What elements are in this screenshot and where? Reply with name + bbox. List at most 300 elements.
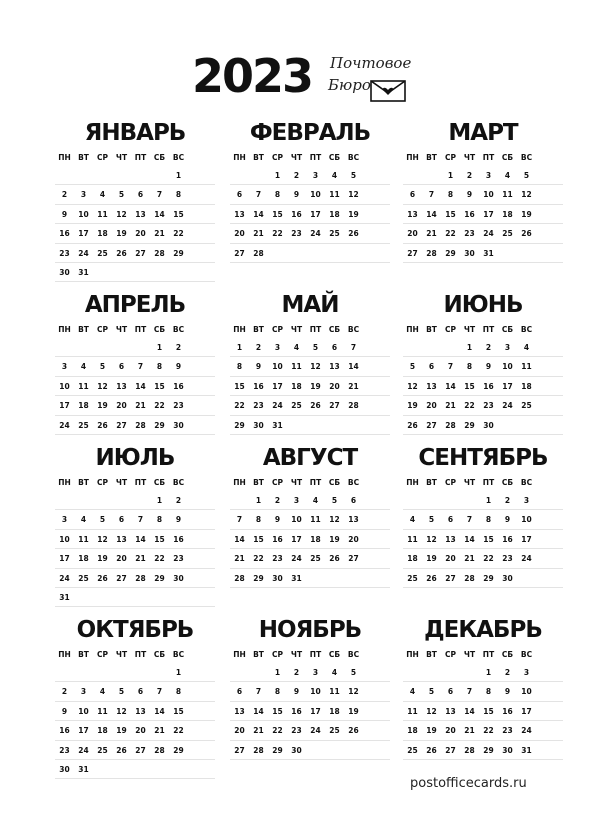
week-row bbox=[230, 682, 390, 701]
day-cell: 4 bbox=[99, 687, 106, 697]
weekday-label: ПН bbox=[406, 650, 419, 659]
month-name: ОКТЯБРЬ bbox=[76, 617, 194, 643]
day-cell: 26 bbox=[426, 745, 437, 755]
day-cell: 4 bbox=[293, 343, 300, 352]
day-cell: 20 bbox=[234, 726, 245, 736]
day-cell bbox=[498, 416, 517, 434]
day-cell: 14 bbox=[135, 381, 146, 391]
weekday-label: СБ bbox=[153, 478, 166, 487]
day-cell: 1 bbox=[274, 171, 281, 180]
day-cell: 2 bbox=[61, 190, 68, 200]
day-cell: 6 bbox=[137, 687, 144, 697]
week-row bbox=[403, 416, 563, 435]
day-cell: 31 bbox=[291, 573, 302, 583]
week-row bbox=[55, 549, 215, 568]
day-cell: 14 bbox=[426, 209, 437, 219]
weekday-label: СБ bbox=[328, 325, 341, 334]
weekday-label: СР bbox=[96, 478, 108, 487]
day-cell: 4 bbox=[80, 362, 87, 372]
day-cell: 12 bbox=[97, 534, 108, 544]
weekday-label: ВС bbox=[172, 650, 185, 659]
weekday-label: ВТ bbox=[78, 478, 89, 487]
week-row bbox=[55, 185, 215, 204]
day-cell: 31 bbox=[78, 764, 89, 774]
day-cell: 24 bbox=[272, 401, 283, 411]
day-cell: 15 bbox=[154, 381, 165, 391]
weekday-label: ПН bbox=[233, 153, 246, 162]
week-row bbox=[230, 396, 390, 415]
weekday-header bbox=[55, 150, 215, 166]
day-cell bbox=[306, 244, 325, 262]
weekday-header bbox=[403, 150, 563, 166]
day-cell: 19 bbox=[426, 726, 437, 736]
day-cell: 20 bbox=[329, 381, 340, 391]
weekday-label: ВТ bbox=[253, 325, 264, 334]
weekday-label: ПТ bbox=[309, 325, 322, 334]
day-cell: 3 bbox=[312, 171, 319, 180]
day-cell: 19 bbox=[329, 534, 340, 544]
day-cell: 7 bbox=[137, 515, 144, 525]
day-cell: 6 bbox=[447, 515, 454, 525]
day-cell: 28 bbox=[135, 573, 146, 583]
day-cell bbox=[344, 416, 363, 434]
day-cell: 6 bbox=[236, 687, 243, 697]
day-cell: 8 bbox=[175, 687, 182, 697]
day-cell: 30 bbox=[483, 420, 494, 430]
week-row bbox=[230, 357, 390, 376]
day-cell: 19 bbox=[116, 726, 127, 736]
day-cell bbox=[112, 760, 131, 778]
day-cell: 10 bbox=[502, 362, 513, 372]
day-cell: 23 bbox=[291, 726, 302, 736]
day-cell: 16 bbox=[483, 381, 494, 391]
day-cell: 17 bbox=[59, 401, 70, 411]
day-cell: 16 bbox=[253, 381, 264, 391]
day-cell: 22 bbox=[272, 726, 283, 736]
day-cell: 14 bbox=[464, 534, 475, 544]
month-name: АПРЕЛЬ bbox=[84, 292, 186, 318]
week-row bbox=[230, 244, 390, 263]
day-cell: 23 bbox=[59, 248, 70, 258]
day-cell: 27 bbox=[135, 248, 146, 258]
weekday-label: ЧТ bbox=[115, 325, 128, 334]
day-cell: 4 bbox=[409, 687, 416, 697]
day-cell bbox=[441, 338, 460, 356]
brand-line2: Бюро bbox=[328, 76, 371, 94]
day-cell: 4 bbox=[504, 171, 511, 180]
day-cell: 11 bbox=[97, 209, 108, 219]
week-row bbox=[403, 338, 563, 357]
day-cell: 24 bbox=[78, 745, 89, 755]
weekday-header bbox=[55, 475, 215, 491]
day-cell: 22 bbox=[173, 229, 184, 239]
weekday-label: ПН bbox=[406, 478, 419, 487]
week-row bbox=[55, 530, 215, 549]
day-cell bbox=[422, 663, 441, 681]
day-cell: 25 bbox=[329, 726, 340, 736]
day-cell: 24 bbox=[483, 229, 494, 239]
brand-line1: Почтовое bbox=[330, 54, 412, 72]
day-cell: 26 bbox=[310, 401, 321, 411]
day-cell: 27 bbox=[116, 420, 127, 430]
week-row bbox=[230, 721, 390, 740]
week-row bbox=[55, 244, 215, 263]
day-cell bbox=[112, 166, 131, 184]
day-cell: 8 bbox=[274, 190, 281, 200]
day-cell: 26 bbox=[116, 745, 127, 755]
day-cell: 19 bbox=[348, 706, 359, 716]
day-cell: 3 bbox=[523, 668, 530, 677]
day-cell: 23 bbox=[483, 401, 494, 411]
day-cell: 1 bbox=[156, 496, 163, 505]
weekday-label: СР bbox=[271, 325, 283, 334]
weekday-label: ВС bbox=[172, 478, 185, 487]
day-cell: 7 bbox=[428, 190, 435, 200]
day-cell: 16 bbox=[272, 534, 283, 544]
day-cell bbox=[344, 741, 363, 759]
day-cell: 11 bbox=[97, 706, 108, 716]
day-cell: 9 bbox=[175, 362, 182, 372]
weekday-header bbox=[230, 150, 390, 166]
day-cell: 26 bbox=[426, 573, 437, 583]
day-cell: 28 bbox=[253, 745, 264, 755]
day-cell: 19 bbox=[97, 401, 108, 411]
day-cell: 13 bbox=[445, 534, 456, 544]
day-cell: 18 bbox=[329, 209, 340, 219]
day-cell: 25 bbox=[407, 573, 418, 583]
day-cell: 15 bbox=[253, 534, 264, 544]
day-cell: 20 bbox=[234, 229, 245, 239]
day-cell: 1 bbox=[255, 496, 262, 505]
day-cell: 13 bbox=[426, 381, 437, 391]
day-cell bbox=[422, 166, 441, 184]
day-cell: 21 bbox=[154, 229, 165, 239]
weekday-label: ПТ bbox=[482, 650, 495, 659]
day-cell: 21 bbox=[464, 554, 475, 564]
weekday-label: ПН bbox=[58, 478, 71, 487]
weekday-label: СР bbox=[271, 650, 283, 659]
day-cell: 18 bbox=[78, 401, 89, 411]
day-cell: 7 bbox=[255, 190, 262, 200]
day-cell: 28 bbox=[154, 248, 165, 258]
month-name: ФЕВРАЛЬ bbox=[249, 120, 371, 146]
day-cell bbox=[74, 166, 93, 184]
day-cell: 11 bbox=[78, 381, 89, 391]
day-cell: 31 bbox=[78, 267, 89, 277]
day-cell: 20 bbox=[445, 726, 456, 736]
day-cell: 2 bbox=[175, 343, 182, 352]
day-cell: 16 bbox=[464, 209, 475, 219]
weekday-label: ЧТ bbox=[290, 650, 303, 659]
day-cell bbox=[74, 588, 93, 606]
day-cell: 27 bbox=[135, 745, 146, 755]
day-cell: 29 bbox=[483, 573, 494, 583]
day-cell: 21 bbox=[135, 554, 146, 564]
day-cell: 10 bbox=[310, 190, 321, 200]
day-cell: 24 bbox=[521, 726, 532, 736]
day-cell: 9 bbox=[293, 687, 300, 697]
day-cell: 31 bbox=[483, 248, 494, 258]
envelope-icon bbox=[370, 80, 406, 102]
day-cell: 2 bbox=[504, 496, 511, 505]
day-cell: 8 bbox=[447, 190, 454, 200]
day-cell: 27 bbox=[407, 248, 418, 258]
month-block bbox=[230, 290, 390, 435]
day-cell: 14 bbox=[445, 381, 456, 391]
weekday-label: ЧТ bbox=[463, 325, 476, 334]
week-row bbox=[55, 510, 215, 529]
weekday-label: ПН bbox=[58, 650, 71, 659]
weekday-label: ВТ bbox=[78, 650, 89, 659]
month-block bbox=[230, 443, 390, 588]
day-cell: 14 bbox=[348, 362, 359, 372]
weekday-label: СР bbox=[96, 650, 108, 659]
day-cell: 26 bbox=[348, 726, 359, 736]
weekday-label: ПН bbox=[58, 325, 71, 334]
day-cell: 1 bbox=[175, 171, 182, 180]
day-cell: 6 bbox=[118, 362, 125, 372]
week-row bbox=[403, 166, 563, 185]
day-cell: 9 bbox=[255, 362, 262, 372]
day-cell: 30 bbox=[173, 420, 184, 430]
weekday-label: ЧТ bbox=[115, 153, 128, 162]
weekday-label: ВТ bbox=[426, 478, 437, 487]
day-cell: 15 bbox=[154, 534, 165, 544]
day-cell: 2 bbox=[293, 668, 300, 677]
weekday-label: СБ bbox=[153, 650, 166, 659]
day-cell: 22 bbox=[234, 401, 245, 411]
day-cell: 26 bbox=[97, 420, 108, 430]
day-cell bbox=[93, 663, 112, 681]
day-cell: 13 bbox=[407, 209, 418, 219]
day-cell bbox=[403, 166, 422, 184]
weekday-label: ВС bbox=[347, 153, 360, 162]
day-cell: 22 bbox=[154, 554, 165, 564]
weekday-label: ПТ bbox=[482, 478, 495, 487]
weekday-label: ПТ bbox=[134, 478, 147, 487]
day-cell: 8 bbox=[485, 515, 492, 525]
day-cell: 12 bbox=[348, 687, 359, 697]
weekday-header bbox=[403, 322, 563, 338]
day-cell: 17 bbox=[310, 209, 321, 219]
day-cell: 22 bbox=[253, 554, 264, 564]
week-row bbox=[55, 205, 215, 224]
day-cell: 20 bbox=[426, 401, 437, 411]
day-cell bbox=[93, 491, 112, 509]
day-cell: 28 bbox=[135, 420, 146, 430]
day-cell: 21 bbox=[135, 401, 146, 411]
day-cell bbox=[325, 416, 344, 434]
weekday-label: СР bbox=[271, 478, 283, 487]
day-cell: 1 bbox=[236, 343, 243, 352]
weekday-header bbox=[403, 647, 563, 663]
day-cell: 13 bbox=[116, 534, 127, 544]
day-cell: 17 bbox=[59, 554, 70, 564]
day-cell bbox=[112, 338, 131, 356]
day-cell: 6 bbox=[350, 496, 357, 505]
day-cell bbox=[517, 569, 536, 587]
day-cell: 23 bbox=[173, 554, 184, 564]
day-cell: 18 bbox=[407, 554, 418, 564]
day-cell: 16 bbox=[59, 726, 70, 736]
weekday-label: ВС bbox=[347, 650, 360, 659]
day-cell: 13 bbox=[116, 381, 127, 391]
week-row bbox=[230, 491, 390, 510]
day-cell: 18 bbox=[310, 534, 321, 544]
weekday-label: ПН bbox=[233, 478, 246, 487]
day-cell: 18 bbox=[78, 554, 89, 564]
day-cell: 4 bbox=[99, 190, 106, 200]
day-cell: 10 bbox=[272, 362, 283, 372]
day-cell: 17 bbox=[521, 534, 532, 544]
weekday-label: ПТ bbox=[134, 325, 147, 334]
week-row bbox=[55, 357, 215, 376]
day-cell bbox=[131, 588, 150, 606]
day-cell: 22 bbox=[272, 229, 283, 239]
day-cell: 14 bbox=[135, 534, 146, 544]
day-cell: 5 bbox=[331, 496, 338, 505]
month-block bbox=[230, 118, 390, 263]
day-cell: 12 bbox=[426, 534, 437, 544]
week-row bbox=[230, 166, 390, 185]
weekday-label: ВТ bbox=[426, 153, 437, 162]
weekday-label: СР bbox=[444, 325, 456, 334]
day-cell: 16 bbox=[59, 229, 70, 239]
day-cell: 16 bbox=[291, 706, 302, 716]
day-cell: 14 bbox=[253, 706, 264, 716]
week-row bbox=[403, 377, 563, 396]
day-cell: 29 bbox=[173, 745, 184, 755]
day-cell: 26 bbox=[116, 248, 127, 258]
day-cell: 26 bbox=[97, 573, 108, 583]
day-cell: 20 bbox=[116, 401, 127, 411]
day-cell: 1 bbox=[274, 668, 281, 677]
week-row bbox=[403, 491, 563, 510]
day-cell: 22 bbox=[483, 726, 494, 736]
day-cell: 22 bbox=[445, 229, 456, 239]
week-row bbox=[55, 721, 215, 740]
day-cell: 19 bbox=[310, 381, 321, 391]
day-cell bbox=[249, 663, 268, 681]
day-cell: 7 bbox=[156, 687, 163, 697]
month-name: МАРТ bbox=[448, 120, 518, 146]
day-cell: 19 bbox=[116, 229, 127, 239]
week-row bbox=[55, 663, 215, 682]
day-cell: 6 bbox=[118, 515, 125, 525]
weekday-label: ВС bbox=[520, 650, 533, 659]
day-cell: 17 bbox=[310, 706, 321, 716]
day-cell: 5 bbox=[350, 668, 357, 677]
day-cell bbox=[93, 760, 112, 778]
day-cell: 30 bbox=[502, 573, 513, 583]
day-cell bbox=[517, 244, 536, 262]
day-cell: 27 bbox=[234, 248, 245, 258]
day-cell: 2 bbox=[485, 343, 492, 352]
weekday-header bbox=[55, 322, 215, 338]
week-row bbox=[230, 663, 390, 682]
day-cell: 5 bbox=[99, 362, 106, 372]
day-cell: 29 bbox=[173, 248, 184, 258]
day-cell: 17 bbox=[272, 381, 283, 391]
day-cell: 5 bbox=[409, 362, 416, 372]
day-cell: 9 bbox=[274, 515, 281, 525]
day-cell bbox=[93, 263, 112, 281]
day-cell: 13 bbox=[234, 706, 245, 716]
day-cell: 13 bbox=[329, 362, 340, 372]
day-cell bbox=[131, 263, 150, 281]
day-cell bbox=[93, 166, 112, 184]
day-cell: 11 bbox=[521, 362, 532, 372]
month-name: ЯНВАРЬ bbox=[84, 120, 186, 146]
day-cell: 7 bbox=[137, 362, 144, 372]
day-cell bbox=[422, 491, 441, 509]
day-cell: 11 bbox=[407, 706, 418, 716]
day-cell: 29 bbox=[483, 745, 494, 755]
day-cell: 28 bbox=[426, 248, 437, 258]
weekday-label: СР bbox=[444, 650, 456, 659]
weekday-label: ВС bbox=[172, 153, 185, 162]
day-cell: 25 bbox=[310, 554, 321, 564]
day-cell: 7 bbox=[236, 515, 243, 525]
day-cell: 24 bbox=[502, 401, 513, 411]
day-cell: 6 bbox=[447, 687, 454, 697]
day-cell: 10 bbox=[521, 515, 532, 525]
week-row bbox=[55, 396, 215, 415]
week-row bbox=[55, 702, 215, 721]
day-cell: 18 bbox=[521, 381, 532, 391]
day-cell bbox=[131, 166, 150, 184]
day-cell: 8 bbox=[255, 515, 262, 525]
day-cell: 28 bbox=[348, 401, 359, 411]
day-cell: 21 bbox=[154, 726, 165, 736]
day-cell: 16 bbox=[291, 209, 302, 219]
day-cell: 18 bbox=[407, 726, 418, 736]
week-row bbox=[55, 491, 215, 510]
day-cell bbox=[169, 588, 188, 606]
day-cell: 1 bbox=[466, 343, 473, 352]
day-cell: 24 bbox=[310, 726, 321, 736]
week-row bbox=[403, 185, 563, 204]
day-cell: 28 bbox=[464, 745, 475, 755]
day-cell: 3 bbox=[485, 171, 492, 180]
day-cell bbox=[460, 491, 479, 509]
day-cell bbox=[460, 663, 479, 681]
day-cell: 30 bbox=[253, 420, 264, 430]
week-row bbox=[403, 530, 563, 549]
day-cell: 2 bbox=[466, 171, 473, 180]
day-cell: 4 bbox=[409, 515, 416, 525]
footer-url[interactable]: postofficecards.ru bbox=[410, 776, 527, 791]
day-cell: 25 bbox=[97, 745, 108, 755]
day-cell: 18 bbox=[329, 706, 340, 716]
day-cell: 6 bbox=[236, 190, 243, 200]
day-cell: 2 bbox=[504, 668, 511, 677]
day-cell: 18 bbox=[291, 381, 302, 391]
day-cell: 4 bbox=[523, 343, 530, 352]
day-cell: 12 bbox=[329, 515, 340, 525]
week-row bbox=[230, 224, 390, 243]
day-cell: 16 bbox=[173, 381, 184, 391]
weekday-label: СБ bbox=[153, 153, 166, 162]
day-cell: 30 bbox=[272, 573, 283, 583]
month-block bbox=[55, 290, 215, 435]
weekday-label: ПТ bbox=[134, 153, 147, 162]
day-cell: 15 bbox=[483, 706, 494, 716]
day-cell bbox=[74, 491, 93, 509]
day-cell: 30 bbox=[59, 764, 70, 774]
day-cell: 21 bbox=[445, 401, 456, 411]
day-cell: 24 bbox=[310, 229, 321, 239]
